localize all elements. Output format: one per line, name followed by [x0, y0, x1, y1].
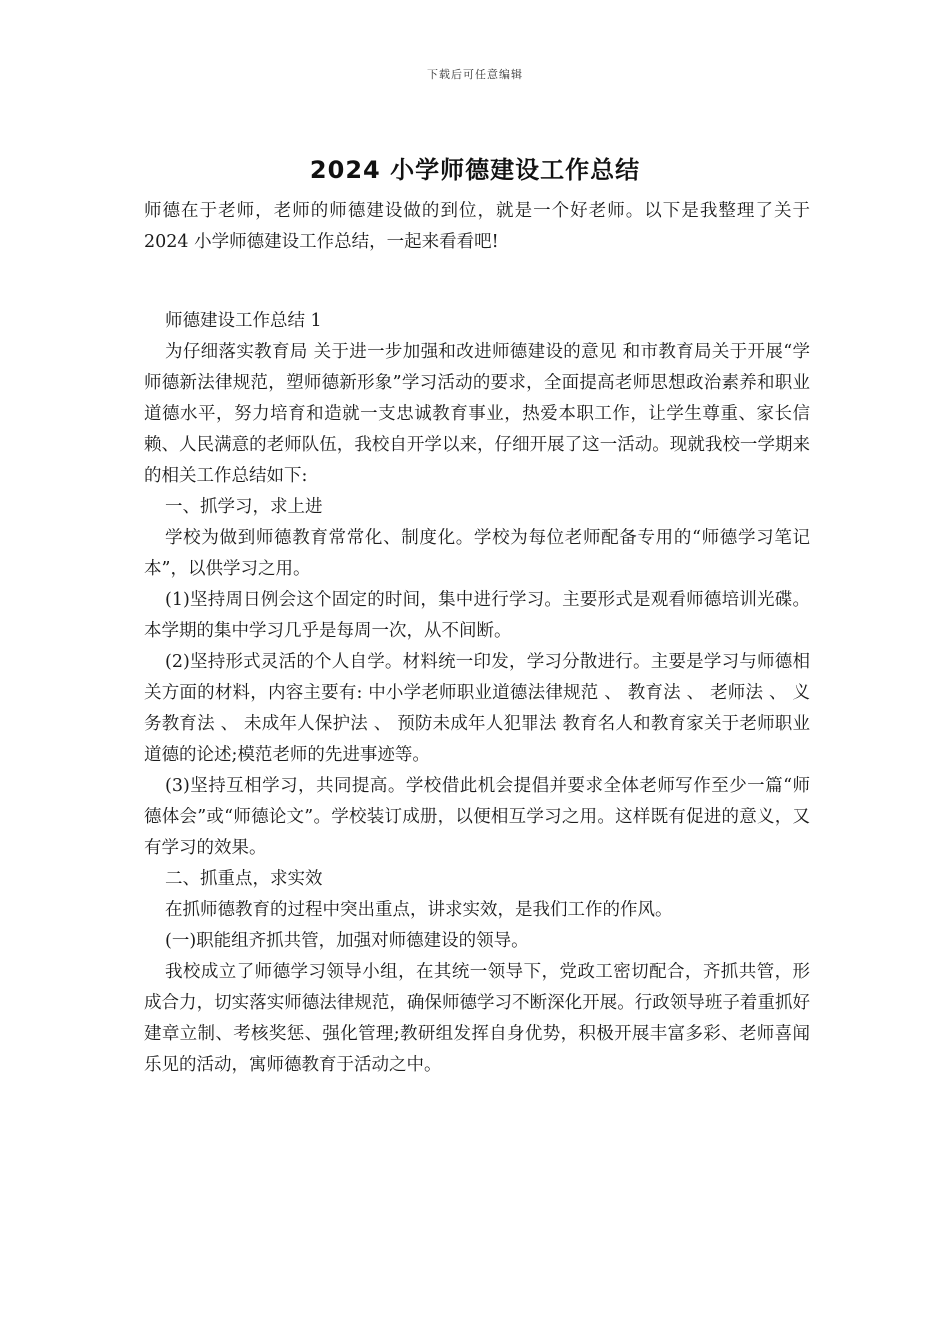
section-heading: 师德建设工作总结 1: [165, 311, 322, 331]
body-paragraph: (1)坚持周日例会这个固定的时间，集中进行学习。主要形式是观看师德培训光碟。本学期的集中学习几乎是每周一次，从不间断。: [144, 590, 810, 641]
body-paragraph: 为仔细落实教育局 关于进一步加强和改进师德建设的意见 和市教育局关于开展“学师德新法律规范，塑师德新形象”学习活动的要求，全面提高老师思想政治素养和职业道德水平，努力培育和造就一支忠诚教育事业，热爱本职工作，让学生尊重、家长信赖、人民满意的老师队伍，我校自开学以来，仔细开展了这一活动。现就我校一学期来的相关工作总结如下:: [144, 342, 810, 486]
intro-paragraph: 师德在于老师，老师的师德建设做的到位，就是一个好老师。以下是我整理了关于 2024 小学师德建设工作总结，一起来看看吧!: [144, 201, 810, 252]
body-paragraph: 我校成立了师德学习领导小组，在其统一领导下，党政工密切配合，齐抓共管，形成合力，切实落实师德法律规范，确保师德学习不断深化开展。行政领导班子着重抓好建章立制、考核奖惩、强化管理;教研组发挥自身优势，积极开展丰富多彩、老师喜闻乐见的活动，寓师德教育于活动之中。: [144, 962, 810, 1075]
subsection-heading: (一)职能组齐抓共管，加强对师德建设的领导。: [165, 931, 529, 951]
body-paragraph: 在抓师德教育的过程中突出重点，讲求实效，是我们工作的作风。: [165, 900, 673, 920]
body-paragraph: 学校为做到师德教育常常化、制度化。学校为每位老师配备专用的“师德学习笔记本”，以供学习之用。: [144, 528, 810, 579]
page-header-note: 下载后可任意编辑: [427, 68, 523, 81]
subsection-heading: 二、抓重点，求实效: [165, 869, 323, 889]
subsection-heading: 一、抓学习，求上进: [165, 497, 323, 517]
body-paragraph: (2)坚持形式灵活的个人自学。材料统一印发，学习分散进行。主要是学习与师德相关方面的材料，内容主要有: 中小学老师职业道德法律规范 、 教育法 、 老师法 、 义务教育法 、 未成年人保护法 、 预防未成年人犯罪法 教育名人和教育家关于老师职业道德的论述;模范老师的先进事迹等。: [144, 652, 810, 765]
body-paragraph: (3)坚持互相学习，共同提高。学校借此机会提倡并要求全体老师写作至少一篇“师德体会”或“师德论文”。学校装订成册，以便相互学习之用。这样既有促进的意义，又有学习的效果。: [144, 776, 810, 858]
document-body: [144, 196, 810, 1081]
document-title: 2024 小学师德建设工作总结: [309, 156, 641, 184]
paragraph-spacer: [144, 258, 810, 306]
